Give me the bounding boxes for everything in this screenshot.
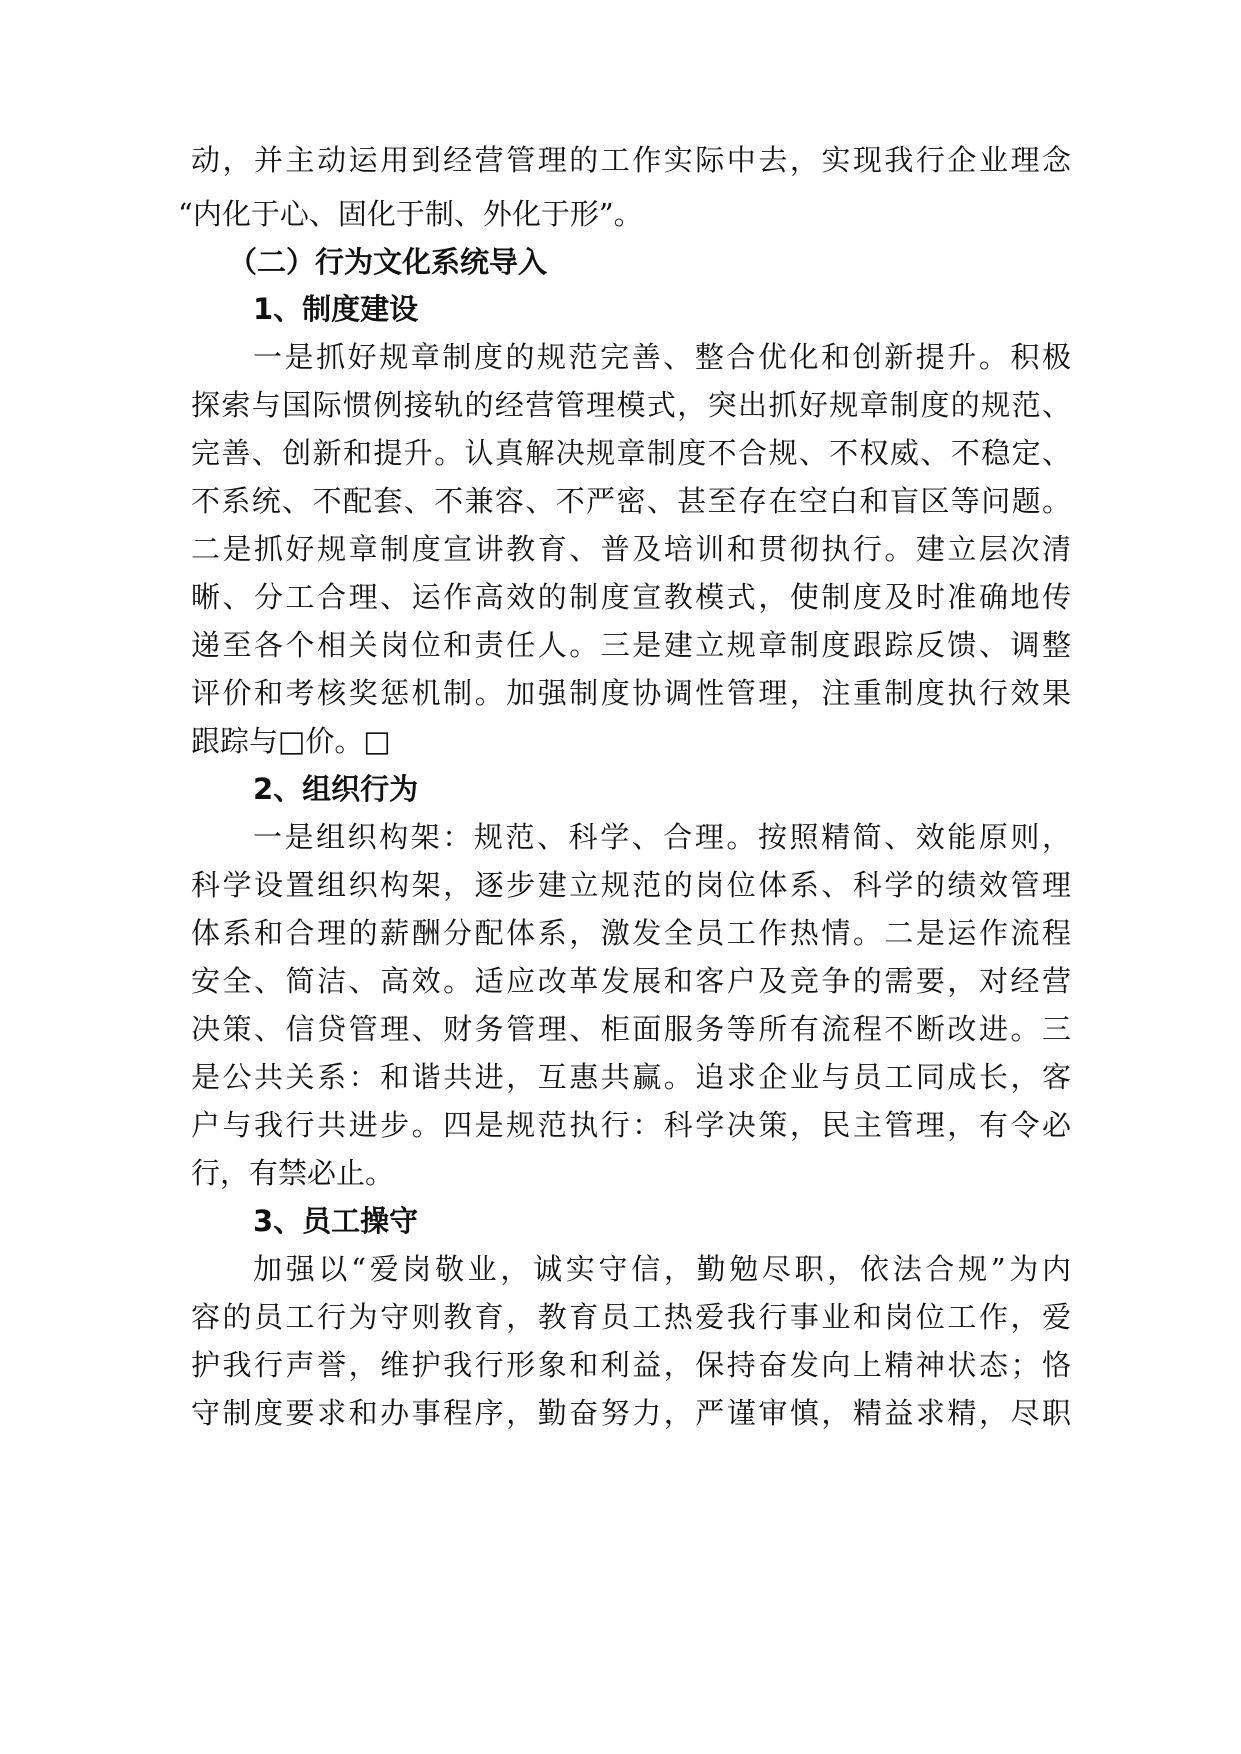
section-heading: （二）行为文化系统导入 [228, 245, 548, 279]
text-line: 守制度要求和办事程序，勤奋努力，严谨审慎，精益求精，尽职 [191, 1396, 1071, 1430]
text-line: 体系和合理的薪酬分配体系，激发全员工作热情。二是运作流程 [191, 916, 1071, 950]
text-line: 完善、创新和提升。认真解决规章制度不合规、不权威、不稳定、 [191, 436, 1071, 470]
subsection-heading: 1、制度建设 [253, 292, 419, 326]
subsection-heading: 2、组织行为 [253, 772, 419, 806]
text-line: 加强以“爱岗敬业，诚实守信，勤勉尽职，依法合规”为内 [253, 1252, 1071, 1286]
text-line: 决策、信贷管理、财务管理、柜面服务等所有流程不断改进。三 [191, 1012, 1071, 1046]
text-line: 是公共关系：和谐共进，互惠共赢。追求企业与员工同成长，客 [191, 1060, 1071, 1094]
text-line: 递至各个相关岗位和责任人。三是建立规章制度跟踪反馈、调整 [191, 628, 1071, 662]
text-line: 一是组织构架：规范、科学、合理。按照精简、效能原则， [253, 820, 1071, 854]
text-line: 护我行声誉，维护我行形象和利益，保持奋发向上精神状态；恪 [191, 1348, 1071, 1382]
text-line: 二是抓好规章制度宣讲教育、普及培训和贯彻执行。建立层次清 [191, 532, 1071, 566]
text-line: 户与我行共进步。四是规范执行：科学决策，民主管理，有令必 [191, 1108, 1071, 1142]
text-line: 安全、简洁、高效。适应改革发展和客户及竞争的需要，对经营 [191, 964, 1071, 998]
text-line: 科学设置组织构架，逐步建立规范的岗位体系、科学的绩效管理 [191, 868, 1071, 902]
text-line: 评价和考核奖惩机制。加强制度协调性管理，注重制度执行效果 [191, 676, 1071, 710]
text-line: 不系统、不配套、不兼容、不严密、甚至存在空白和盲区等问题。 [191, 484, 1071, 518]
text-line: “内化于心、固化于制、外化于形”。 [178, 197, 643, 231]
text-line: 晰、分工合理、运作高效的制度宣教模式，使制度及时准确地传 [191, 580, 1071, 614]
text-line: 探索与国际惯例接轨的经营管理模式，突出抓好规章制度的规范、 [191, 388, 1071, 422]
text-line: 行，有禁必止。 [191, 1156, 395, 1190]
text-line: 容的员工行为守则教育，教育员工热爱我行事业和岗位工作，爱 [191, 1300, 1071, 1334]
text-line: 动，并主动运用到经营管理的工作实际中去，实现我行企业理念 [191, 143, 1071, 177]
text-line: 跟踪与□价。□ [191, 724, 391, 758]
text-line: 一是抓好规章制度的规范完善、整合优化和创新提升。积极 [253, 340, 1071, 374]
subsection-heading: 3、员工操守 [253, 1204, 419, 1238]
